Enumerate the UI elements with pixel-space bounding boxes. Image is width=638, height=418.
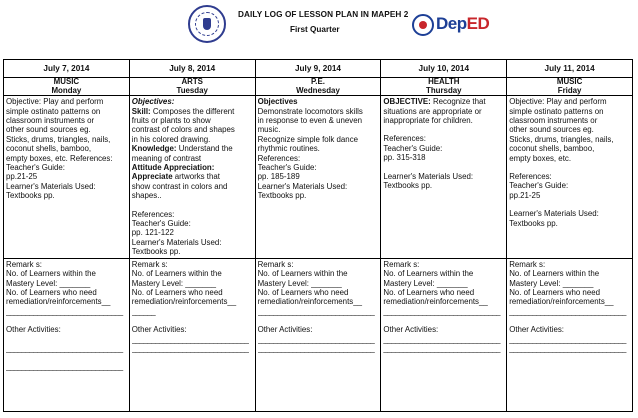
thursday-objectives: OBJECTIVE: Recognize that situations are appropriate or inappropriate for children. References: Teacher's Guide: pp. 315-318 Learner's Materials Used: Textbooks pp. bbox=[381, 96, 507, 259]
remarks-row bbox=[4, 258, 633, 411]
deped-seal-logo bbox=[188, 5, 226, 43]
tuesday-objectives: Objectives: Skill: Composes the different fruits or plants to show contrast of colors and shapes in his colored drawing. Knowledge: Understand the meaning of contrast Attitude Appreciation: Appreciate artworks that show contrast in colors and shapes.. References: Teacher's Guide: pp. 121-122 Learner's Materials Used: Textbooks pp. bbox=[129, 96, 255, 259]
remarks-cell: Remark s: No. of Learners within the Mastery Level: _______ No. of Learners who need remediation/reinforcements__ ______________________________ Other Activities: ______________________________ ______________________________ bbox=[4, 258, 130, 411]
subjects-row bbox=[4, 78, 633, 96]
friday-objectives: Objective: Play and perform simple ostinato patterns on classroom instruments or other sound sources eg. Sticks, drums, triangles, nails, coconut shells, bamboo, empty boxes, etc. References: Teacher's Guide: pp.21-25 Learner's Materials Used: Textbooks pp. bbox=[507, 96, 633, 259]
subject-cell: ARTS Tuesday bbox=[129, 78, 255, 96]
date-cell: July 8, 2014 bbox=[129, 60, 255, 78]
date-cell: July 11, 2014 bbox=[507, 60, 633, 78]
deped-logo-icon bbox=[412, 14, 434, 36]
content-row bbox=[4, 96, 633, 259]
subject-cell: MUSIC Monday bbox=[4, 78, 130, 96]
remarks-cell: Remark s: No. of Learners within the Mastery Level: _______ No. of Learners who need remediation/reinforcements__ ______________________________ Other Activities: ______________________________ ______________________________ bbox=[255, 258, 381, 411]
wednesday-objectives: Objectives Demonstrate locomotors skills in response to even & uneven music. Recognize simple folk dance rhythmic routines. References: Teacher's Guide: pp. 185-189 Learner's Materials Used: Textbooks pp. bbox=[255, 96, 381, 259]
date-cell: July 10, 2014 bbox=[381, 60, 507, 78]
date-cell: July 7, 2014 bbox=[4, 60, 130, 78]
remarks-cell: Remark s: No. of Learners within the Mastery Level: _______ No. of Learners who need remediation/reinforcements__ ______________________________ Other Activities: ______________________________ ______________________________ bbox=[381, 258, 507, 411]
remarks-cell: Remark s: No. of Learners within the Mastery Level: _______ No. of Learners who need remediation/reinforcements__ ______ Other Activities: ______________________________ ______________________________ bbox=[129, 258, 255, 411]
dates-row bbox=[4, 60, 633, 78]
lesson-log-table bbox=[3, 59, 633, 412]
subject-cell: HEALTH Thursday bbox=[381, 78, 507, 96]
date-cell: July 9, 2014 bbox=[255, 60, 381, 78]
subject-cell: MUSIC Friday bbox=[507, 78, 633, 96]
monday-objectives: Objective: Play and perform simple ostinato patterns on classroom instruments or other sound sources eg. Sticks, drums, triangles, nails, coconut shells, bamboo, empty boxes, etc. References: Teacher's Guide: pp.21-25 Learner's Materials Used: Textbooks pp. bbox=[4, 96, 130, 259]
quarter-subtitle: First Quarter bbox=[290, 25, 340, 34]
page-title: DAILY LOG OF LESSON PLAN IN MAPEH 2 bbox=[238, 10, 409, 19]
remarks-cell: Remark s: No. of Learners within the Mastery Level: _______ No. of Learners who need remediation/reinforcements__ ______________________________ Other Activities: ______________________________ ______________________________ bbox=[507, 258, 633, 411]
subject-cell: P.E. Wednesday bbox=[255, 78, 381, 96]
deped-logo: DepED bbox=[412, 12, 482, 40]
